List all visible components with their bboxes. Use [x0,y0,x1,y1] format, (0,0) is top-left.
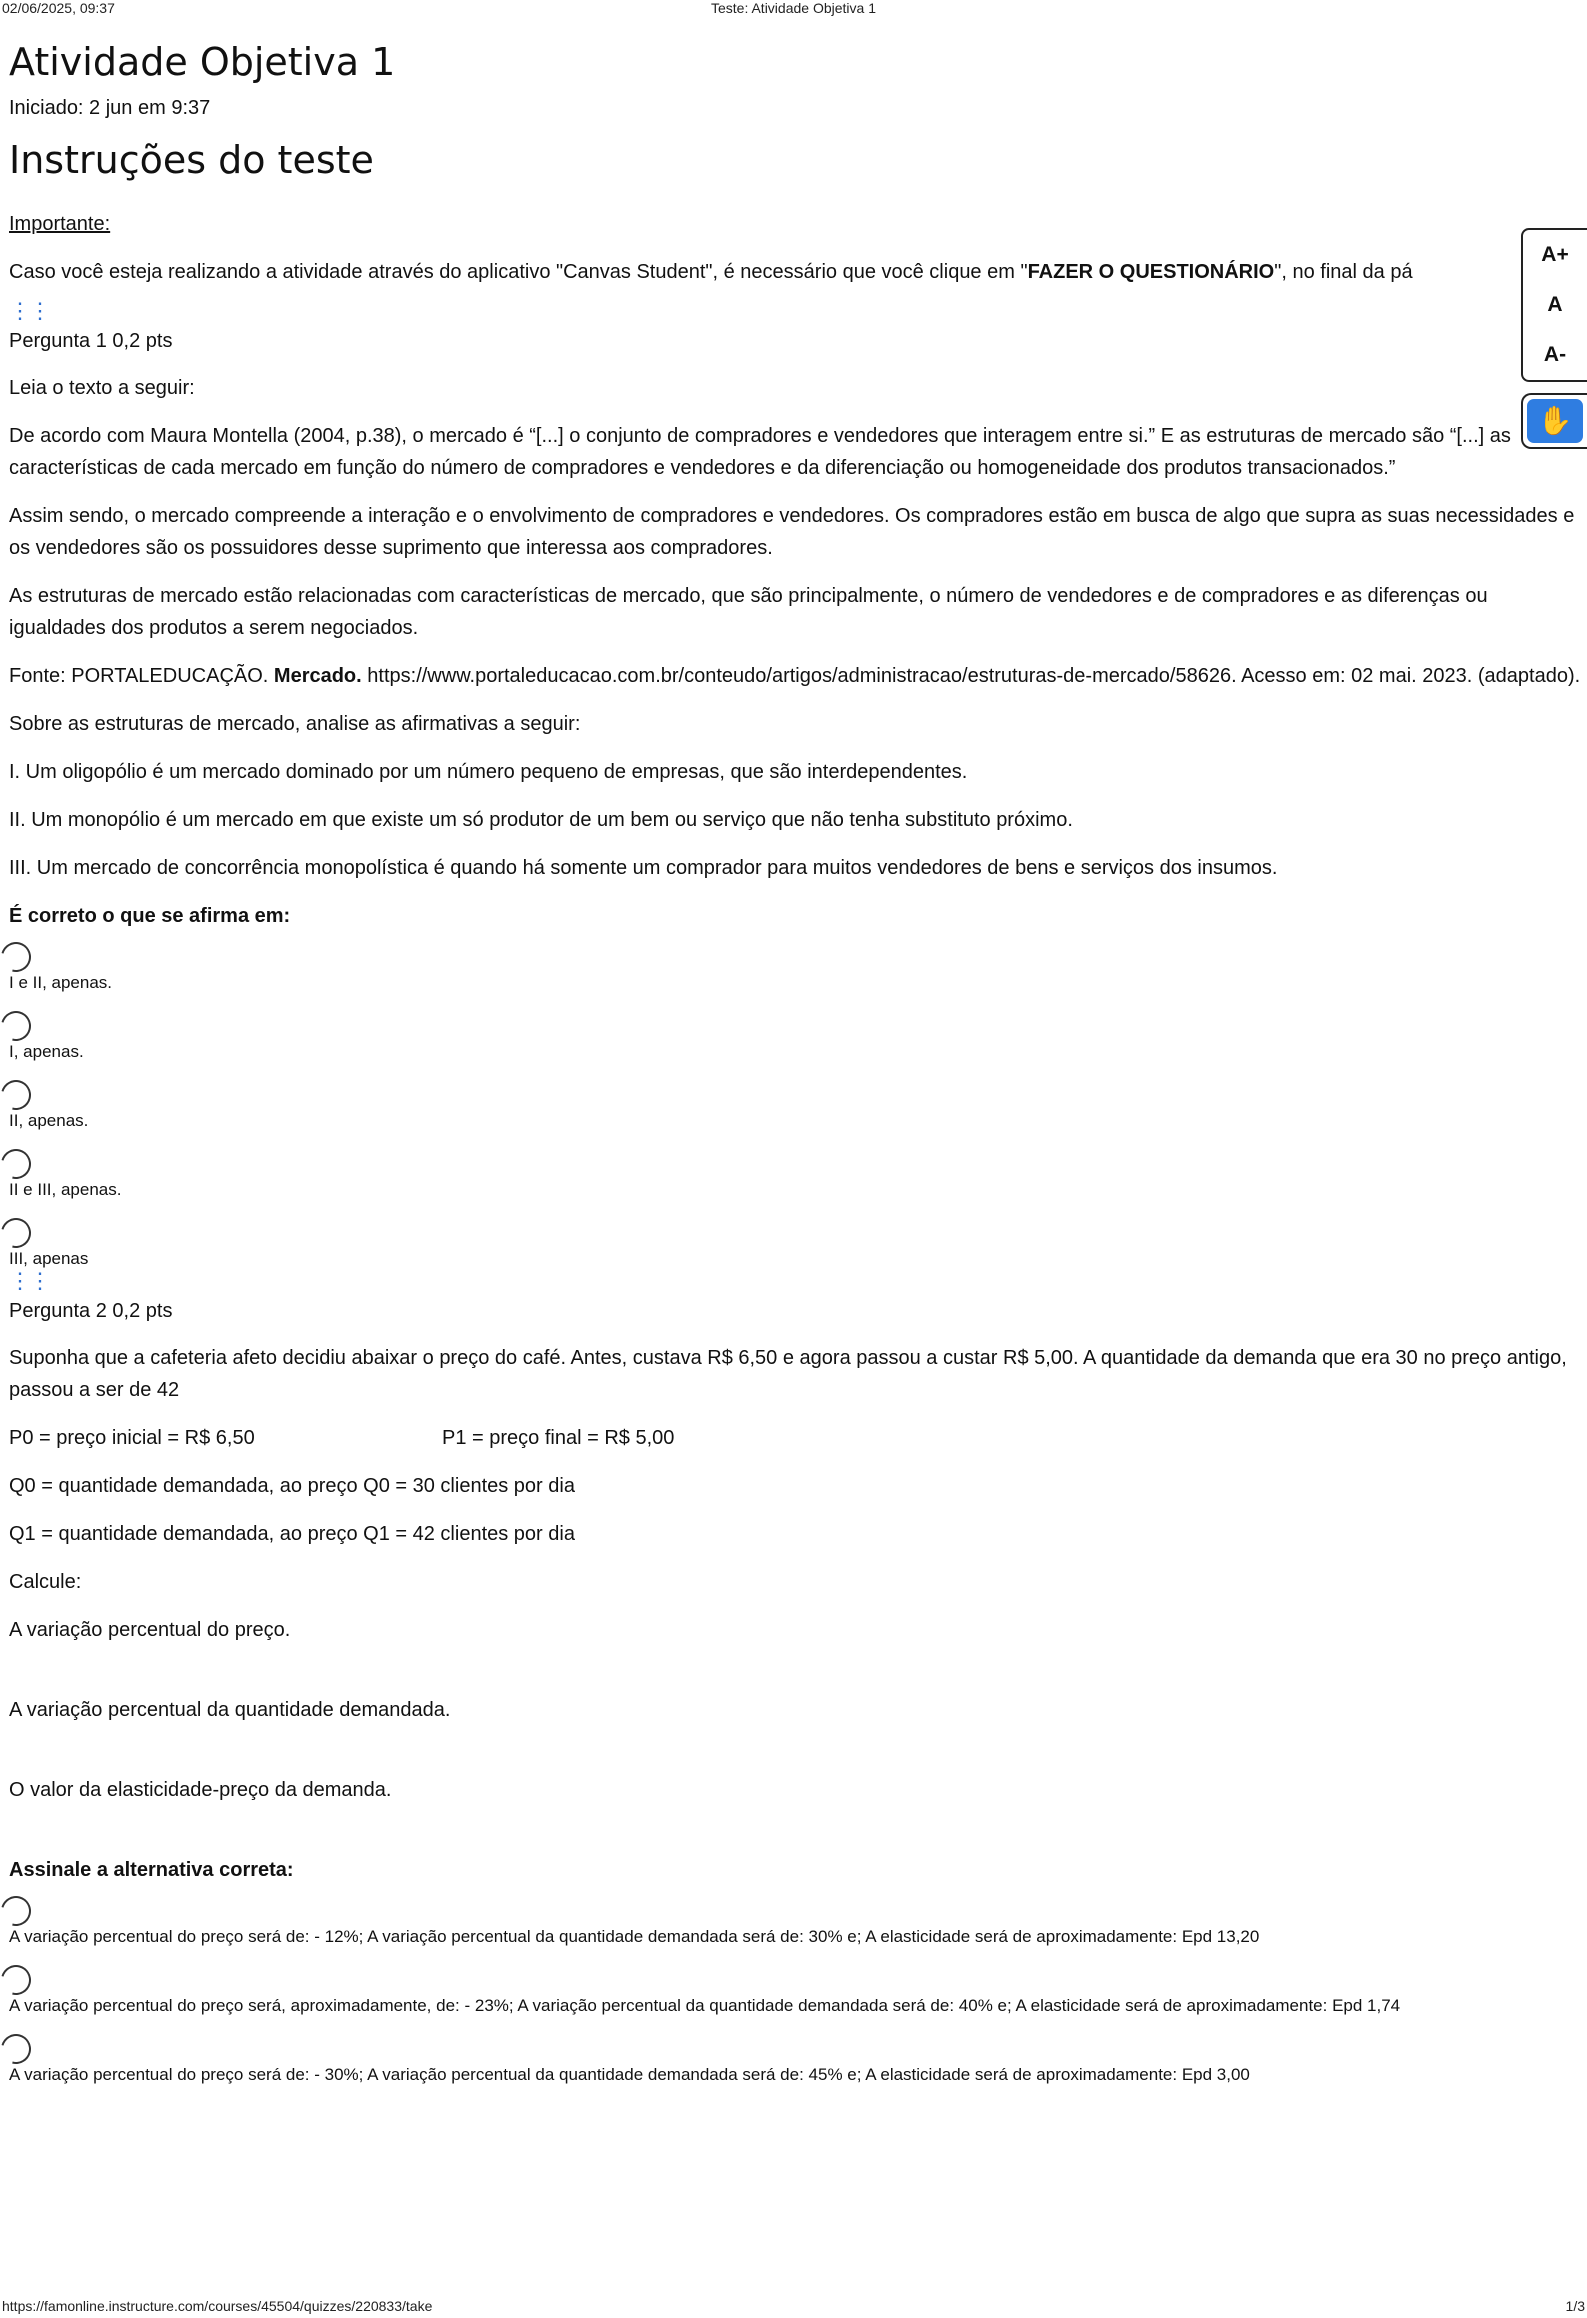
drag-handle-icon[interactable]: ⋮⋮ [9,1268,49,1293]
q1-paragraph-1: De acordo com Maura Montella (2004, p.38), o mercado é “[...] o conjunto de compradores e vendedores que interagem entre si.” E as estruturas de mercado são “[...] as características de cada mercado em função do número de compradores e vendedores e da diferenciação ou homogeneidade dos produtos transacionados.” [9,425,1517,479]
q2-answer-option[interactable]: A variação percentual do preço será, aproximadamente, de: - 23%; A variação percentual da quantidade demandada será de: 40% e; A elasticidade será de aproximadamente: Epd 1,74 [9,1965,1584,2034]
page-number: 1/3 [1565,2298,1585,2314]
hand-sign-icon: ✋ [1527,399,1583,443]
q2-calc-3: O valor da elasticidade-preço da demanda. [9,1779,392,1801]
print-title: Teste: Atividade Objetiva 1 [711,0,876,16]
q1-statement-1: I. Um oligopólio é um mercado dominado por um número pequeno de empresas, que são interdependentes. [9,761,968,783]
normal-font-button[interactable]: A [1547,293,1563,316]
q2-calc-2: A variação percentual da quantidade demandada. [9,1699,451,1721]
page-title: Atividade Objetiva 1 [9,40,396,84]
q2-q0: Q0 = quantidade demandada, ao preço Q0 = 30 clientes por dia [9,1475,575,1497]
q1-statement-2: II. Um monopólio é um mercado em que existe um só produtor de um bem ou serviço que não tenha substituto próximo. [9,809,1073,831]
started-timestamp: Iniciado: 2 jun em 9:37 [9,97,211,119]
important-label: Importante: [9,213,111,235]
q2-answer-option[interactable]: A variação percentual do preço será de: - 12%; A variação percentual da quantidade demandada será de: 30% e; A elasticidade será de aproximadamente: Epd 13,20 [9,1896,1584,1965]
quiz-content [9,34,1584,2103]
q1-answer-option[interactable]: II, apenas. [9,1080,1584,1149]
q2-calc-1: A variação percentual do preço. [9,1619,291,1641]
q1-source: Fonte: PORTALEDUCAÇÃO. Mercado. https://www.portaleducacao.com.br/conteudo/artigos/administracao/estruturas-de-mercado/58626. Acesso em: 02 mai. 2023. (adaptado). [9,665,1581,687]
drag-handle-icon[interactable]: ⋮⋮ [9,298,49,323]
q1-prompt: Sobre as estruturas de mercado, analise as afirmativas a seguir: [9,713,581,735]
print-url: https://famonline.instructure.com/courses/45504/quizzes/220833/take [2,2298,433,2314]
print-footer [0,2298,1587,2316]
increase-font-button[interactable]: A+ [1541,243,1569,266]
q2-ask: Assinale a alternativa correta: [9,1859,294,1881]
q2-answer-option[interactable]: A variação percentual do preço será de: - 30%; A variação percentual da quantidade demandada será de: 45% e; A elasticidade será de aproximadamente: Epd 3,00 [9,2034,1584,2103]
q2-q1: Q1 = quantidade demandada, ao preço Q1 = 42 clientes por dia [9,1523,575,1545]
q1-answer-option[interactable]: III, apenas [9,1218,1584,1270]
decrease-font-button[interactable]: A- [1543,343,1567,366]
libras-accessibility-button[interactable] [1521,393,1587,449]
font-size-toolbar [1521,228,1587,382]
q2-paragraph: Suponha que a cafeteria afeto decidiu abaixar o preço do café. Antes, custava R$ 6,50 e agora passou a custar R$ 5,00. A quantidade da demanda que era 30 no preço antigo, passou a ser de 42 [9,1347,1573,1401]
q2-prices: P0 = preço inicial = R$ 6,50 P1 = preço final = R$ 5,00 [9,1427,675,1449]
print-header [0,0,1587,18]
instructions-text: Caso você esteja realizando a atividade através do aplicativo "Canvas Student", é necessário que você clique em "FAZER O QUESTIONÁRIO", no final da pá [9,261,1413,283]
q1-answer-option[interactable]: I, apenas. [9,1011,1584,1080]
q2-calc: Calcule: [9,1571,82,1593]
q1-answer-option[interactable]: I e II, apenas. [9,942,1584,1011]
print-date: 02/06/2025, 09:37 [2,0,115,16]
q1-answer-option[interactable]: II e III, apenas. [9,1149,1584,1218]
instructions-heading: Instruções do teste [9,138,374,182]
q1-ask: É correto o que se afirma em: [9,905,291,927]
q1-paragraph-2: Assim sendo, o mercado compreende a interação e o envolvimento de compradores e vendedores. Os compradores estão em busca de algo que supra as suas necessidades e os vendedores são os possuidores desse suprimento que interessa aos compradores. [9,505,1580,559]
question-2-header: Pergunta 2 0,2 pts [9,1300,173,1322]
q1-statement-3: III. Um mercado de concorrência monopolística é quando há somente um comprador para muitos vendedores de bens e serviços dos insumos. [9,857,1278,879]
q1-lead: Leia o texto a seguir: [9,377,195,399]
q1-paragraph-3: As estruturas de mercado estão relacionadas com características de mercado, que são principalmente, o número de vendedores e de compradores e as diferenças ou igualdades dos produtos a serem negociados. [9,585,1494,639]
question-1-header: Pergunta 1 0,2 pts [9,330,173,352]
